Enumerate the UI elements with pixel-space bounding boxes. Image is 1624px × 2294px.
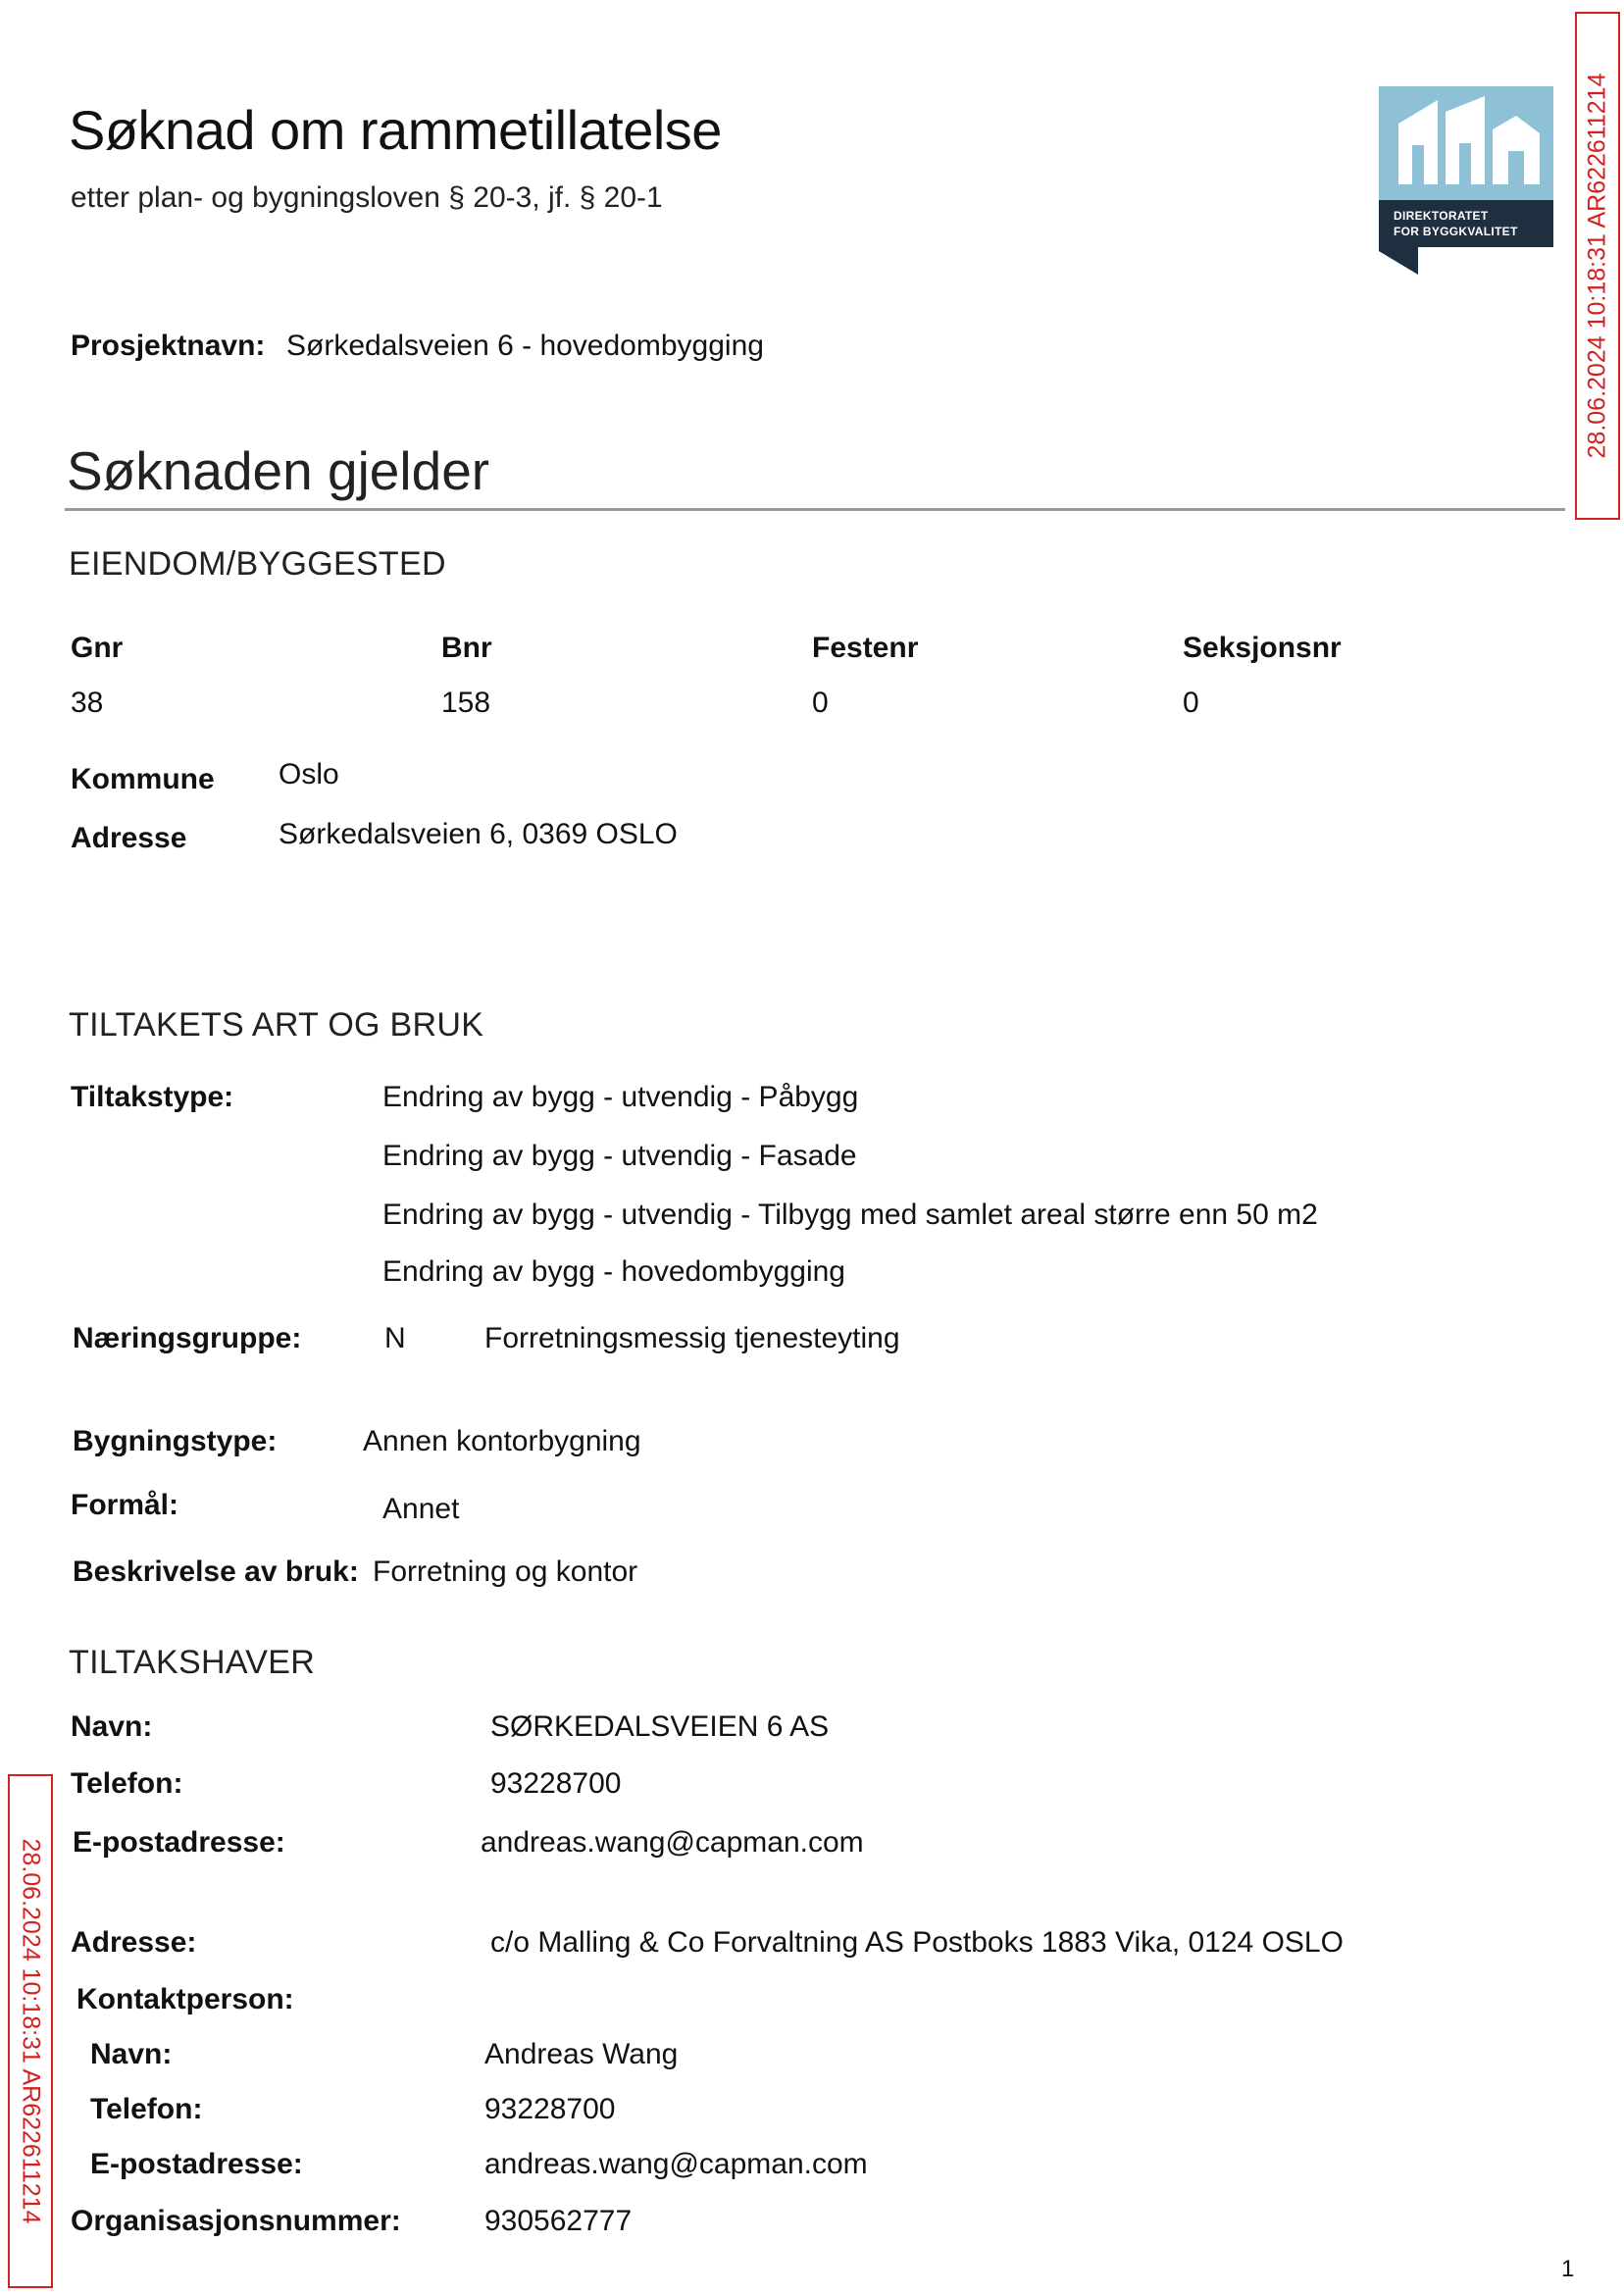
bygningstype-value: Annen kontorbygning (363, 1425, 641, 1457)
formaal-value: Annet (382, 1493, 460, 1525)
festenr-header: Festenr (812, 632, 919, 664)
logo-text-panel (1379, 200, 1553, 247)
section-title-tiltakshaver: TILTAKSHAVER (69, 1644, 316, 1681)
bnr-header: Bnr (441, 632, 492, 664)
tiltakshaver-navn-value: SØRKEDALSVEIEN 6 AS (490, 1710, 830, 1743)
main-heading: Søknaden gjelder (67, 440, 490, 501)
tiltakshaver-navn-label: Navn: (71, 1710, 153, 1743)
tiltakshaver-telefon-value: 93228700 (490, 1767, 622, 1800)
document-subtitle: etter plan- og bygningsloven § 20-3, jf. § 20-1 (71, 181, 663, 214)
bruk-label: Beskrivelse av bruk: (73, 1555, 359, 1588)
naeringsgruppe-value: Forretningsmessig tjenesteyting (484, 1322, 900, 1354)
formaal-label: Formål: (71, 1489, 179, 1521)
naeringsgruppe-code: N (384, 1322, 406, 1354)
logo-text-line2: FOR BYGGKVALITET (1394, 225, 1518, 238)
tiltakshaver-adresse-label: Adresse: (71, 1926, 197, 1959)
tiltakshaver-telefon-label: Telefon: (71, 1767, 183, 1800)
tiltakstype-item: Endring av bygg - utvendig - Påbygg (382, 1081, 859, 1113)
kontakt-epost-label: E-postadresse: (90, 2148, 303, 2180)
timestamp-stamp-right (1575, 12, 1620, 520)
section-title-property: EIENDOM/BYGGESTED (69, 545, 446, 583)
tiltakstype-label: Tiltakstype: (71, 1081, 234, 1113)
seksjonsnr-header: Seksjonsnr (1183, 632, 1342, 664)
tiltakstype-item: Endring av bygg - hovedombygging (382, 1255, 845, 1288)
section-title-tiltak: TILTAKETS ART OG BRUK (69, 1006, 484, 1044)
kontaktperson-label: Kontaktperson: (76, 1983, 294, 2015)
kontakt-navn-value: Andreas Wang (484, 2038, 679, 2070)
buildings-icon (1379, 86, 1553, 200)
adresse-value: Sørkedalsveien 6, 0369 OSLO (279, 818, 678, 850)
kontakt-telefon-value: 93228700 (484, 2093, 616, 2125)
orgnr-label: Organisasjonsnummer: (71, 2205, 401, 2237)
kontakt-telefon-label: Telefon: (90, 2093, 203, 2125)
seksjonsnr-value: 0 (1183, 687, 1199, 719)
kontakt-navn-label: Navn: (90, 2038, 173, 2070)
project-name-value: Sørkedalsveien 6 - hovedombygging (286, 330, 764, 362)
logo-text-line1: DIREKTORATET (1394, 209, 1489, 223)
page-number: 1 (1561, 2256, 1575, 2282)
project-name-label: Prosjektnavn: (71, 330, 266, 362)
stamp-text: 28.06.2024 10:18:31 AR622611214 (1583, 73, 1611, 459)
bnr-value: 158 (441, 687, 491, 719)
bygningstype-label: Bygningstype: (73, 1425, 278, 1457)
gnr-value: 38 (71, 687, 104, 719)
kommune-label: Kommune (71, 763, 215, 795)
bruk-value: Forretning og kontor (373, 1555, 638, 1588)
tiltakstype-item: Endring av bygg - utvendig - Fasade (382, 1140, 857, 1172)
stamp-text: 28.06.2024 10:18:31 AR622611214 (17, 1838, 45, 2224)
orgnr-value: 930562777 (484, 2205, 633, 2237)
kontakt-epost-value: andreas.wang@capman.com (484, 2148, 868, 2180)
dibk-logo (1379, 86, 1553, 275)
tiltakshaver-epost-value: andreas.wang@capman.com (481, 1826, 864, 1859)
tiltakshaver-epost-label: E-postadresse: (73, 1826, 285, 1859)
heading-divider (65, 508, 1565, 511)
naeringsgruppe-label: Næringsgruppe: (73, 1322, 302, 1354)
tiltakshaver-adresse-value: c/o Malling & Co Forvaltning AS Postboks 1883 Vika, 0124 OSLO (490, 1926, 1344, 1959)
logo-ribbon-icon (1379, 247, 1428, 275)
gnr-header: Gnr (71, 632, 124, 664)
festenr-value: 0 (812, 687, 829, 719)
timestamp-stamp-left (8, 1774, 53, 2288)
kommune-value: Oslo (279, 758, 339, 790)
adresse-label: Adresse (71, 822, 187, 854)
logo-buildings-panel (1379, 86, 1553, 200)
tiltakstype-item: Endring av bygg - utvendig - Tilbygg med samlet areal større enn 50 m2 (382, 1198, 1318, 1231)
document-title: Søknad om rammetillatelse (69, 99, 722, 161)
